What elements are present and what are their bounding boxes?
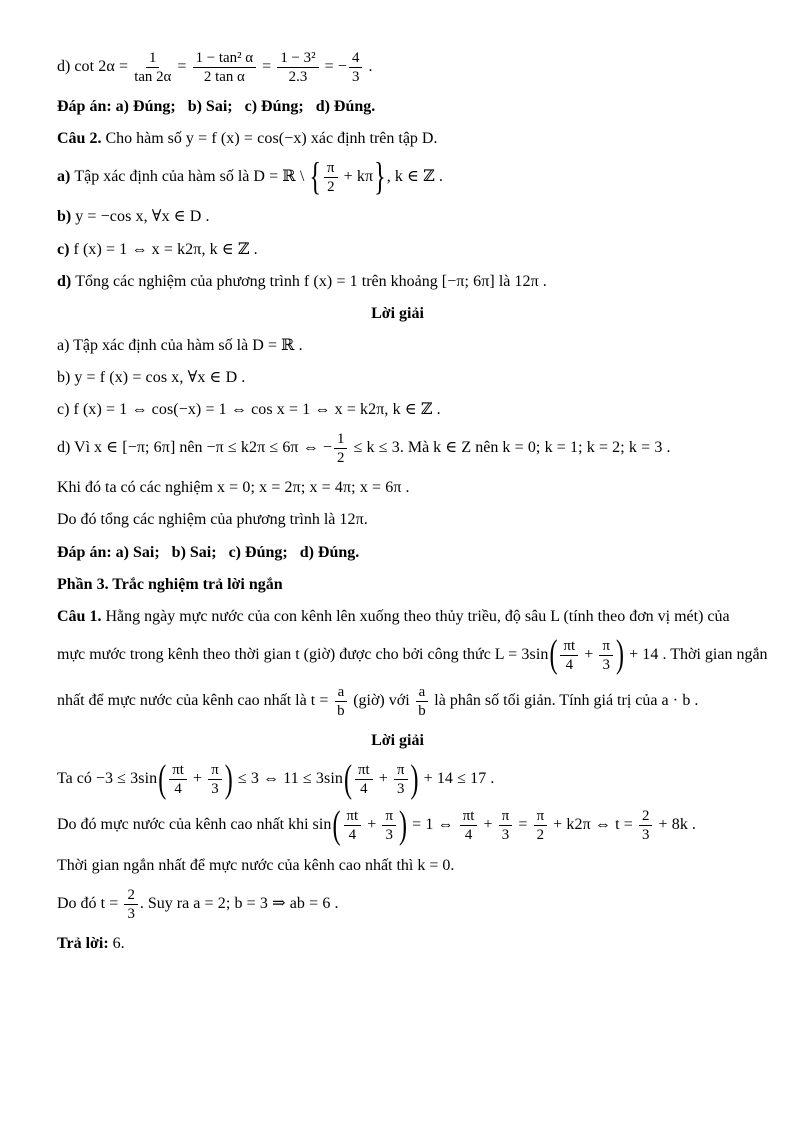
plain-text: mực mước trong kênh theo thời gian t (giờ) được cho bởi công thức bbox=[57, 646, 495, 664]
math-text: f (x) = 1 ⇔ x = k2π, k ∈ ℤ bbox=[73, 240, 250, 258]
math-text: −π ≤ k2π ≤ 6π ⇔ − bbox=[206, 439, 333, 457]
fraction bbox=[193, 50, 256, 85]
fraction-numerator: π bbox=[534, 808, 548, 826]
fraction-numerator: πt bbox=[560, 638, 578, 656]
fraction-numerator: πt bbox=[169, 762, 187, 780]
bold-text: Phần 3. Trắc nghiệm trả lời ngắn bbox=[57, 575, 283, 593]
math-text: + bbox=[479, 816, 497, 834]
fraction bbox=[394, 762, 408, 797]
fraction-numerator: π bbox=[499, 808, 513, 826]
fraction-denominator: 3 bbox=[352, 69, 360, 86]
math-text: L = 3sin bbox=[494, 646, 549, 664]
big-delimiter: ( bbox=[344, 758, 352, 802]
bold-text: Lời giải bbox=[371, 732, 424, 750]
math-text: y = f (x) = cos x, ∀x ∈ D bbox=[74, 369, 238, 387]
math-text: + bbox=[374, 770, 392, 788]
giai1-line1 bbox=[57, 758, 738, 802]
big-delimiter: ( bbox=[158, 758, 167, 802]
math-text: + bbox=[188, 770, 207, 788]
dap-an-cau2 bbox=[57, 542, 738, 563]
math-text: = − bbox=[320, 58, 348, 76]
fraction bbox=[416, 684, 429, 719]
fraction bbox=[560, 638, 578, 673]
bold-text: Câu 1. bbox=[57, 607, 106, 625]
fraction-numerator: 1 bbox=[146, 50, 159, 68]
fraction-denominator: 2.3 bbox=[288, 69, 308, 86]
bold-text: c) bbox=[57, 240, 74, 258]
giai-b bbox=[57, 367, 738, 388]
plain-text: nên bbox=[471, 439, 503, 457]
plain-text: . bbox=[687, 816, 696, 834]
fraction-numerator: a bbox=[335, 684, 348, 702]
fraction bbox=[208, 762, 222, 797]
math-text: t = bbox=[310, 692, 333, 710]
plain-text: Tập xác định của hàm số là bbox=[74, 168, 254, 186]
fraction bbox=[534, 808, 548, 843]
plain-text: Tổng các nghiệm của phương trình bbox=[75, 272, 304, 290]
fraction-denominator: 2 bbox=[536, 827, 545, 844]
cau2-a bbox=[57, 156, 738, 200]
plain-text: . bbox=[249, 240, 258, 258]
loi-giai-heading-2 bbox=[57, 730, 738, 751]
plain-text: Cho hàm số bbox=[105, 130, 186, 148]
plain-text: . bbox=[237, 369, 246, 387]
fraction-denominator: 2 bbox=[327, 179, 335, 196]
math-text: + 14 bbox=[624, 646, 659, 664]
math-text: D = ℝ \ bbox=[253, 168, 309, 186]
plain-text: Do đó bbox=[57, 894, 101, 912]
plain-text: . Thời gian ngắn bbox=[658, 646, 768, 664]
fraction-denominator: 2 bbox=[337, 450, 345, 467]
fraction bbox=[134, 50, 171, 85]
plain-text: b) bbox=[57, 369, 75, 387]
math-text: 12π bbox=[514, 272, 539, 290]
plain-text: Thời gian ngắn nhất để mực nước của kênh cao nhất thì k = 0. bbox=[57, 856, 455, 874]
bold-text: b) bbox=[57, 208, 76, 226]
math-text: , k ∈ ℤ bbox=[386, 168, 435, 186]
fraction-denominator: 4 bbox=[174, 781, 182, 798]
fraction-denominator: 4 bbox=[360, 781, 368, 798]
fraction-numerator: 1 − tan² α bbox=[193, 50, 256, 68]
math-text: ≤ k ≤ 3 bbox=[349, 439, 400, 457]
fraction-denominator: 4 bbox=[348, 827, 357, 844]
fraction-numerator: π bbox=[394, 762, 408, 780]
math-text: D = ℝ bbox=[252, 336, 295, 354]
cau1-line3 bbox=[57, 684, 738, 719]
math-text: + 8k bbox=[654, 816, 688, 834]
plain-text: a) Tập xác định của hàm số là bbox=[57, 336, 253, 354]
fraction bbox=[277, 50, 318, 85]
math-text: + k2π ⇔ t = bbox=[549, 816, 637, 834]
math-text: 12π bbox=[339, 511, 364, 529]
fraction-denominator: 3 bbox=[127, 905, 135, 922]
fraction bbox=[499, 808, 513, 843]
big-delimiter: } bbox=[374, 156, 386, 200]
fraction bbox=[324, 160, 338, 195]
big-delimiter: ) bbox=[224, 758, 233, 802]
fraction-numerator: πt bbox=[344, 808, 362, 826]
math-text: x ∈ [−π; 6π] bbox=[94, 439, 176, 457]
math-text: y = −cos x, ∀x ∈ D bbox=[75, 208, 202, 226]
math-text: −3 ≤ 3sin bbox=[95, 770, 158, 788]
fraction-denominator: 4 bbox=[464, 827, 473, 844]
fraction-denominator: 3 bbox=[602, 656, 610, 673]
fraction-denominator: 3 bbox=[385, 827, 393, 844]
fraction-numerator: π bbox=[599, 638, 613, 656]
fraction-numerator: 1 − 3² bbox=[277, 50, 318, 68]
math-text: k ∈ Z bbox=[433, 439, 472, 457]
plain-text: . bbox=[201, 208, 210, 226]
big-delimiter: ) bbox=[615, 634, 624, 677]
plain-text: . bbox=[364, 58, 373, 76]
math-text: + bbox=[363, 816, 381, 834]
math-text: cot 2α = bbox=[74, 58, 133, 76]
giai-a bbox=[57, 335, 738, 356]
plain-text: 6. bbox=[112, 934, 125, 952]
fraction-denominator: 3 bbox=[397, 781, 405, 798]
fraction-denominator: b bbox=[418, 703, 426, 720]
bold-text: Đáp án: a) Sai; b) Sai; c) Đúng; d) Đúng. bbox=[57, 543, 360, 561]
cau2-header bbox=[57, 128, 738, 149]
fraction bbox=[349, 50, 362, 85]
big-delimiter: ( bbox=[332, 804, 341, 848]
plain-text: . bbox=[486, 770, 495, 788]
fraction bbox=[639, 808, 652, 843]
plain-text: . bbox=[330, 894, 339, 912]
plain-text: . Mà bbox=[399, 439, 434, 457]
math-text: + 14 ≤ 17 bbox=[419, 770, 487, 788]
plain-text: . bbox=[538, 272, 547, 290]
math-text: + bbox=[580, 646, 598, 664]
fraction-numerator: 1 bbox=[334, 431, 347, 449]
big-delimiter: ( bbox=[549, 634, 558, 677]
fraction-denominator: 4 bbox=[565, 656, 574, 673]
cau2-c bbox=[57, 239, 738, 260]
math-text: = bbox=[173, 58, 191, 76]
math-text: ≤ 3 ⇔ 11 ≤ 3sin bbox=[233, 770, 343, 788]
bold-text: d) bbox=[57, 272, 76, 290]
plain-text: c) bbox=[57, 401, 74, 419]
giai1-line4 bbox=[57, 887, 738, 922]
fraction-numerator: π bbox=[382, 808, 396, 826]
fraction-numerator: 2 bbox=[124, 887, 137, 905]
plain-text: Hằng ngày mực nước của con kênh lên xuống theo thủy triều, độ sâu L (tính theo đơn vị mét) của bbox=[105, 607, 730, 625]
fraction bbox=[355, 762, 373, 797]
math-text: [−π; 6π] bbox=[441, 272, 495, 290]
fraction bbox=[334, 431, 347, 466]
math-text: = bbox=[514, 816, 532, 834]
bold-text: Đáp án: a) Đúng; b) Sai; c) Đúng; d) Đúng. bbox=[57, 98, 376, 116]
big-delimiter: ) bbox=[399, 804, 407, 848]
plain-text: (giờ) với bbox=[349, 692, 414, 710]
math-text: t = bbox=[100, 894, 123, 912]
math-text: sin bbox=[312, 816, 332, 834]
fraction-denominator: 3 bbox=[211, 781, 219, 798]
plain-text: là bbox=[494, 272, 515, 290]
plain-text: trên khoảng bbox=[357, 272, 442, 290]
cau2-b bbox=[57, 206, 738, 227]
fraction bbox=[599, 638, 613, 673]
fraction bbox=[124, 887, 137, 922]
fraction-numerator: 2 bbox=[639, 808, 652, 826]
plain-text: . bbox=[401, 479, 410, 497]
plain-text: Ta có bbox=[57, 770, 96, 788]
fraction-numerator: π bbox=[324, 160, 338, 178]
giai-tong bbox=[57, 509, 738, 530]
fraction-denominator: 2 tan α bbox=[203, 69, 245, 86]
big-delimiter: ) bbox=[410, 758, 419, 802]
giai-d bbox=[57, 431, 738, 466]
fraction-numerator: 4 bbox=[349, 50, 362, 68]
fraction-numerator: πt bbox=[355, 762, 373, 780]
fraction bbox=[169, 762, 187, 797]
solution-d-cot2a bbox=[57, 50, 738, 85]
plain-text: là phân số tối giản. Tính giá trị của bbox=[430, 692, 662, 710]
math-text: k = 0; k = 1; k = 2; k = 3 bbox=[502, 439, 663, 457]
plain-text: d) Vì bbox=[57, 439, 95, 457]
plain-text: nhất để mực nước của kênh cao nhất là bbox=[57, 692, 311, 710]
big-delimiter: { bbox=[309, 156, 322, 200]
math-text: = bbox=[258, 58, 276, 76]
math-text: y = f (x) = cos(−x) bbox=[185, 130, 307, 148]
plain-text: Khi đó ta có các nghiệm bbox=[57, 479, 217, 497]
math-text: x = 0; x = 2π; x = 4π; x = 6π bbox=[216, 479, 402, 497]
plain-text: . bbox=[690, 692, 699, 710]
tra-loi bbox=[57, 933, 738, 954]
bold-text: Lời giải bbox=[371, 304, 424, 322]
cau1-line1 bbox=[57, 606, 738, 627]
fraction-denominator: tan 2α bbox=[134, 69, 172, 86]
plain-text: nên bbox=[175, 439, 207, 457]
math-text: a = 2; b = 3 ⇒ ab = 6 bbox=[193, 894, 331, 912]
fraction-denominator: 3 bbox=[641, 827, 650, 844]
plain-text: xác định trên tập D. bbox=[306, 130, 438, 148]
plain-text: . bbox=[434, 168, 443, 186]
plain-text: . bbox=[662, 439, 671, 457]
math-text: f (x) = 1 bbox=[303, 272, 358, 290]
bold-text: Câu 2. bbox=[57, 130, 106, 148]
fraction-denominator: b bbox=[337, 703, 345, 720]
math-text: + kπ bbox=[339, 168, 374, 186]
fraction bbox=[460, 808, 478, 843]
cau1-line2 bbox=[57, 634, 768, 677]
plain-text: . bbox=[294, 336, 303, 354]
plain-text: . bbox=[363, 511, 368, 529]
math-text: = 1 ⇔ bbox=[408, 816, 458, 834]
cau2-d bbox=[57, 271, 738, 292]
giai1-line2 bbox=[57, 804, 738, 848]
fraction bbox=[382, 808, 396, 843]
phan3-heading bbox=[57, 574, 738, 595]
fraction-numerator: πt bbox=[460, 808, 478, 826]
fraction-denominator: 3 bbox=[501, 827, 510, 844]
math-text: f (x) = 1 ⇔ cos(−x) = 1 ⇔ cos x = 1 ⇔ x = k2π, k ∈ ℤ bbox=[73, 401, 433, 419]
fraction-numerator: a bbox=[416, 684, 429, 702]
fraction bbox=[335, 684, 348, 719]
plain-text: Do đó tổng các nghiệm của phương trình là bbox=[57, 511, 340, 529]
loi-giai-heading-1 bbox=[57, 303, 738, 324]
giai-nghiem bbox=[57, 477, 738, 498]
giai1-line3 bbox=[57, 855, 738, 876]
bold-text: a) bbox=[57, 168, 75, 186]
dap-an-previous bbox=[57, 96, 738, 117]
plain-text: Do đó mực nước của kênh cao nhất khi bbox=[57, 816, 313, 834]
plain-text: . bbox=[432, 401, 441, 419]
fraction bbox=[344, 808, 362, 843]
plain-text: d) bbox=[57, 58, 75, 76]
fraction-numerator: π bbox=[208, 762, 222, 780]
bold-text: Trả lời: bbox=[57, 934, 113, 952]
math-text: a · b bbox=[661, 692, 691, 710]
giai-c bbox=[57, 399, 738, 420]
plain-text: . Suy ra bbox=[139, 894, 194, 912]
